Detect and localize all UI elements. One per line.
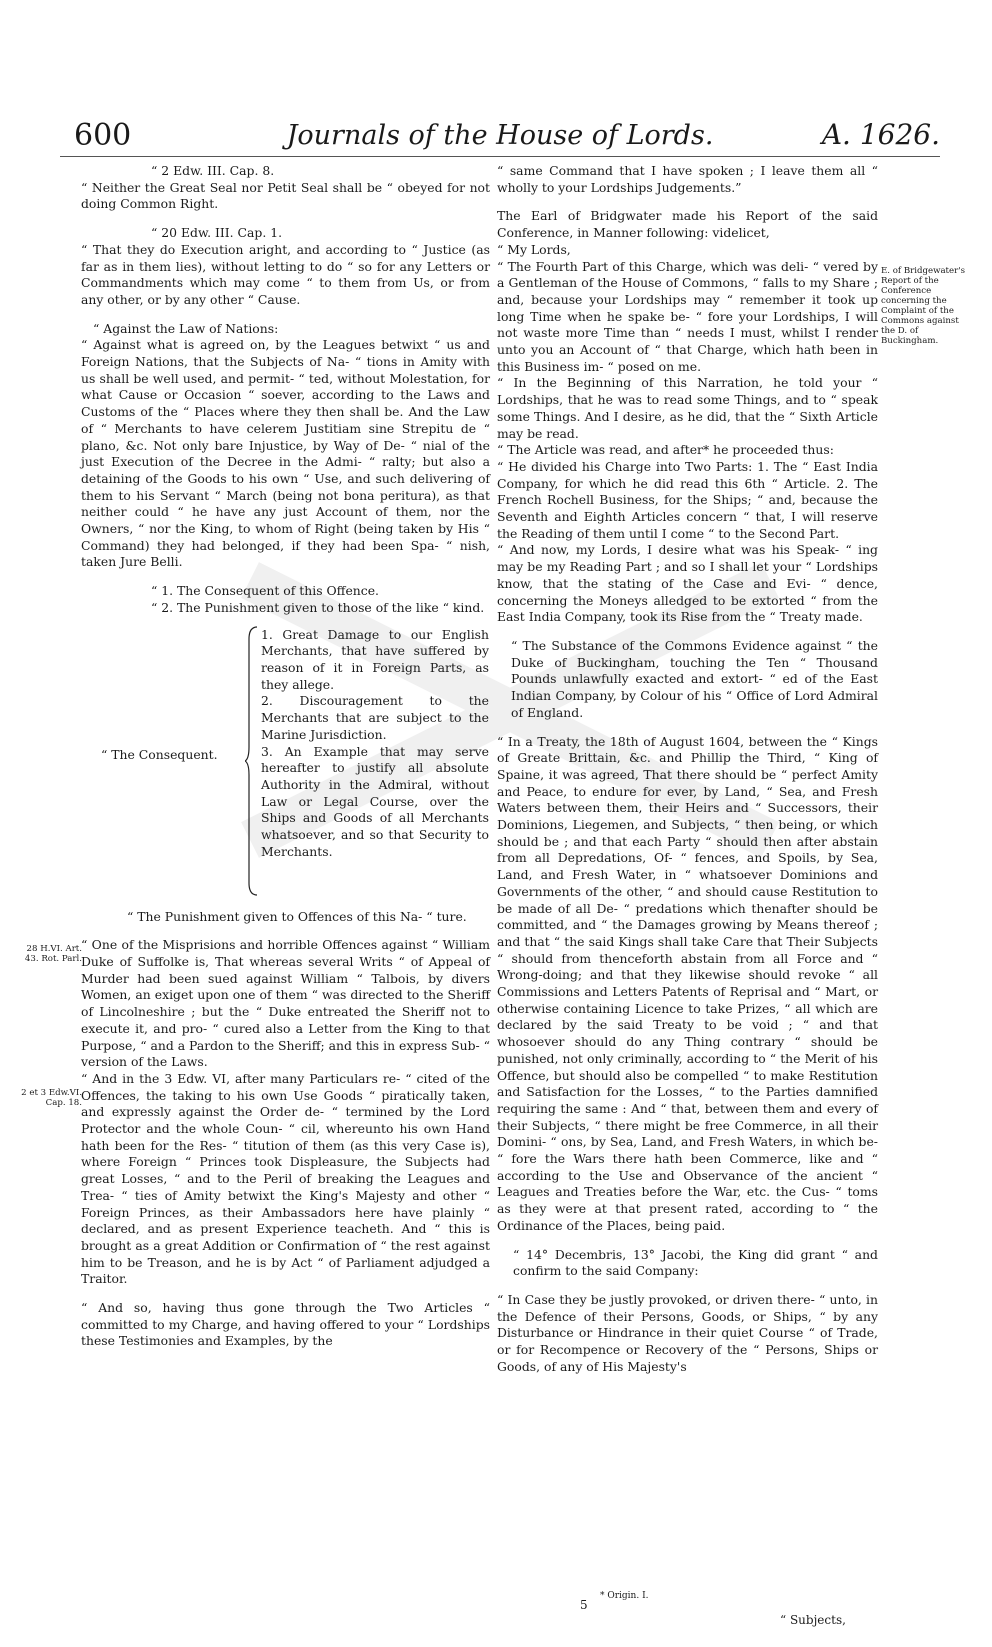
statute-ref: “ 2 Edw. III. Cap. 8. bbox=[151, 163, 275, 178]
consequent-item: 3. An Example that may serve hereafter to justify all absolute Authority in the Admiral, without Law or Legal Course, over the Ships and Goods of all Merchants whatsoever, and so that Security to Merchants. bbox=[261, 743, 489, 859]
margin-note: 2 et 3 Edw.VI. Cap. 18. bbox=[21, 1088, 82, 1108]
right-column bbox=[497, 163, 878, 1376]
paragraph: The Earl of Bridgwater made his Report of the said Conference, in Manner following: videlicet, bbox=[497, 208, 878, 241]
salutation: “ My Lords, bbox=[497, 241, 571, 257]
paragraph: “ That they do Execution aright, and according to “ Justice (as far as in them lies), without letting to do “ so for any Letters or Commandments which may come “ to them from Us, or from any other, or by any other “ Cause. bbox=[81, 241, 490, 307]
page-title: Journals of the House of Lords. bbox=[286, 120, 714, 151]
paragraph: “ The Article was read, and after* he proceeded thus: bbox=[497, 442, 834, 458]
header-rule bbox=[60, 156, 940, 157]
paragraph: “ And so, having thus gone through the Two Articles “ committed to my Charge, and having offered to your “ Lordships these Testimonies and Examples, by the bbox=[81, 1300, 490, 1349]
page-year: A. 1626. bbox=[821, 118, 940, 151]
consequent-item: 1. Great Damage to our English Merchants, that have suffered by reason of it in Foreign Parts, as they allege. bbox=[261, 626, 489, 692]
list-item: “ 2. The Punishment given to those of the like “ kind. bbox=[151, 599, 485, 615]
consequent-items bbox=[261, 627, 489, 861]
paragraph: “ In a Treaty, the 18th of August 1604, between the “ Kings of Greate Brittain, &c. and Phillip the Third, “ King of Spaine, it was agreed, That there should be “ perfect Amity and Peace, to endure for ever, by Land, “ Sea, and Fresh Waters between them, their Heirs and “ Successors, their Dominions, Liegemen, and Subjects, “ then being, or which should be ; and that each Party “ should then after abstain from all Depredations, Of- “ fences, and Spoils, by Sea, Land, and Fresh Water, in “ whatsoever Dominions and Governments of the other, “ and should cause Restitution to be made of all De- “ predations which thenafter should be committed, and “ the Damages growing by Means thereof ; and that “ the said Kings shall take Care that Their Subjects “ should from thenceforth abstain from all Force and “ Wrong-doing; and that they likewise should revoke “ all Commissions and Letters Patents of Reprisal and “ Mart, or otherwise containing Licence to take Prizes, “ all which are declared by the said Treaty to be void ; “ and that whosoever should do any Thing contrary “ should be punished, not only criminally, according to “ the Merit of his Offence, but should also be compelled “ to make Restitution and Satisfaction for the Losses, “ to the Parties damnified requiring the same : And “ that, between them and every of their Subjects, “ there might be free Commerce, in all their Domini- “ ons, by Sea, Land, and Fresh Waters, in which be- “ fore the Wars there hath been Commerce, like and “ according to the Use and Observance of the ancient “ Leagues and Treaties before the War, etc. the Cus- “ toms as they were at that present rated, according to “ the Ordinance of the Places, being paid. bbox=[497, 733, 878, 1233]
page-number: 600 bbox=[74, 118, 132, 153]
paragraph: “ He divided his Charge into Two Parts: 1. The “ East India Company, for which he did read this 6th “ Article. 2. The French Rochell Business, for the Ships; “ and, because the Seventh and Eighth Articles concern “ that, I will reserve the Reading of them until I come “ to the Second Part. bbox=[497, 458, 878, 541]
statute-ref: “ 20 Edw. III. Cap. 1. bbox=[151, 225, 283, 241]
paragraph-heading: “ Against the Law of Nations: bbox=[93, 320, 279, 336]
paragraph: “ 14° Decembris, 13° Jacobi, the King did grant “ and confirm to the said Company: bbox=[513, 1246, 878, 1279]
paragraph: “ And in the 3 Edw. VI, after many Particulars re- “ cited of the Offences, the taking to his own Use Goods “ piratically taken, and expressly against the Order de- “ termined by the Lord Protector and the whole Coun- “ cil, whereunto his own Hand hath been for the Res- “ titution of them (as this very Case is), where Foreign “ Princes took Displeasure, the Subjects had great Losses, “ and to the Peril of breaking the Leagues and Trea- “ ties of Amity betwixt the King's Majesty and other “ Foreign Princes, as their Ambassadors here have plainly “ declared, and as present Experience teacheth. And “ this is brought as a great Addition or Confirmation of “ the rest against him to be Treason, and he is by Act “ of Parliament adjudged a Traitor. bbox=[81, 1070, 490, 1287]
margin-note: 28 H.VI. Art. 43. Rot. Parl. bbox=[24, 944, 82, 964]
paragraph: “ Neither the Great Seal nor Petit Seal shall be “ obeyed for not doing Common Right. bbox=[81, 179, 490, 212]
paragraph-heading: “ The Substance of the Commons Evidence against “ the Duke of Buckingham, touching the Ten “ Thousand Pounds unlawfully exacted and extort- “ ed of the East Indian Company, by Colour of his “ Office of Lord Admiral of England. bbox=[511, 637, 878, 720]
consequent-label: “ The Consequent. bbox=[101, 746, 218, 762]
footnote: * Origin. I. bbox=[600, 1591, 649, 1601]
paragraph: “ In Case they be justly provoked, or driven there- “ unto, in the Defence of their Persons, Goods, or Ships, “ by any Disturbance or Hindrance in their quiet Course “ of Trade, or for Recompence or Recovery of the “ Persons, Ships or Goods, of any of His Majesty's bbox=[497, 1292, 878, 1374]
paragraph: “ One of the Misprisions and horrible Offences against “ William Duke of Suffolke is, That whereas several Writs “ of Appeal of Murder had been sued against William “ Talbois, by divers Women, an exiget upon one of them “ was directed to the Sheriff of Lincolneshire ; but the “ Duke entreated the Sheriff not to execute it, and pro- “ cured also a Letter from the King to that Purpose, “ and a Pardon to the Sheriff; and this in express Sub- “ version of the Laws. bbox=[81, 937, 491, 1070]
paragraph: “ same Command that I have spoken ; I leave them all “ wholly to your Lordships Judgements.” bbox=[497, 163, 878, 195]
list-item: “ 1. The Consequent of this Offence. bbox=[151, 583, 379, 599]
paragraph: “ Against what is agreed on, by the Leagues betwixt “ us and Foreign Nations, that the Subjects of Na- “ tions in Amity with us shall be well used, and permit- “ ted, without Molestation, for what Cause or Occasion “ soever, according to the Laws and Customs of the “ Places where they then shall be. And the Law of “ Merchants to have celerem Justitiam sine Strepitu de “ plano, &c. Not only bare Injustice, by Way of De- “ nial of the just Execution of the Decree in the Admi- “ ralty; but also a detaining of the Goods to his own “ Use, and such delivering of them to his Servant “ March (being not bona peritura), as that neither could “ he have any just Account of them, nor the Owners, “ nor the King, to whom of Right (being taken by His “ Command) they had belonged, if they had been Spa- “ nish, taken Jure Belli. bbox=[81, 337, 490, 570]
paragraph: “ In the Beginning of this Narration, he told your “ Lordships, that he was to read some Things, and to “ speak some Things. And I desire, as he did, that the “ Sixth Article may be read. bbox=[497, 375, 878, 441]
consequent-bracket-list bbox=[81, 625, 490, 897]
left-column bbox=[81, 163, 490, 1350]
consequent-item: 2. Discouragement to the Merchants that are subject to the Marine Jurisdiction. bbox=[261, 693, 489, 742]
brace-icon bbox=[245, 625, 259, 897]
margin-note: E. of Bridgewater's Report of the Conference concerning the Complaint of the Commons against the D. of Buckingham. bbox=[881, 266, 965, 346]
catchword: “ Subjects, bbox=[780, 1613, 846, 1627]
signature-mark: 5 bbox=[580, 1598, 588, 1612]
paragraph: “ The Fourth Part of this Charge, which was deli- “ vered by a Gentleman of the House of Commons, “ falls to my Share ; and, because your Lordships may “ remember it took up long Time when he spake be- “ fore your Lordships, I will not waste more Time than “ needs I must, whilst I render unto you an Account of “ that Charge, which hath been in this Business im- “ posed on me. bbox=[497, 258, 878, 374]
paragraph: “ And now, my Lords, I desire what was his Speak- “ ing may be my Reading Part ; and so I shall let your “ Lordships know, that the stating of the Case and Evi- “ dence, concerning the Moneys alledged to be extorted “ from the East India Company, took its Rise from the “ Treaty made. bbox=[497, 542, 878, 625]
paragraph: “ The Punishment given to Offences of this Na- “ ture. bbox=[127, 908, 467, 924]
